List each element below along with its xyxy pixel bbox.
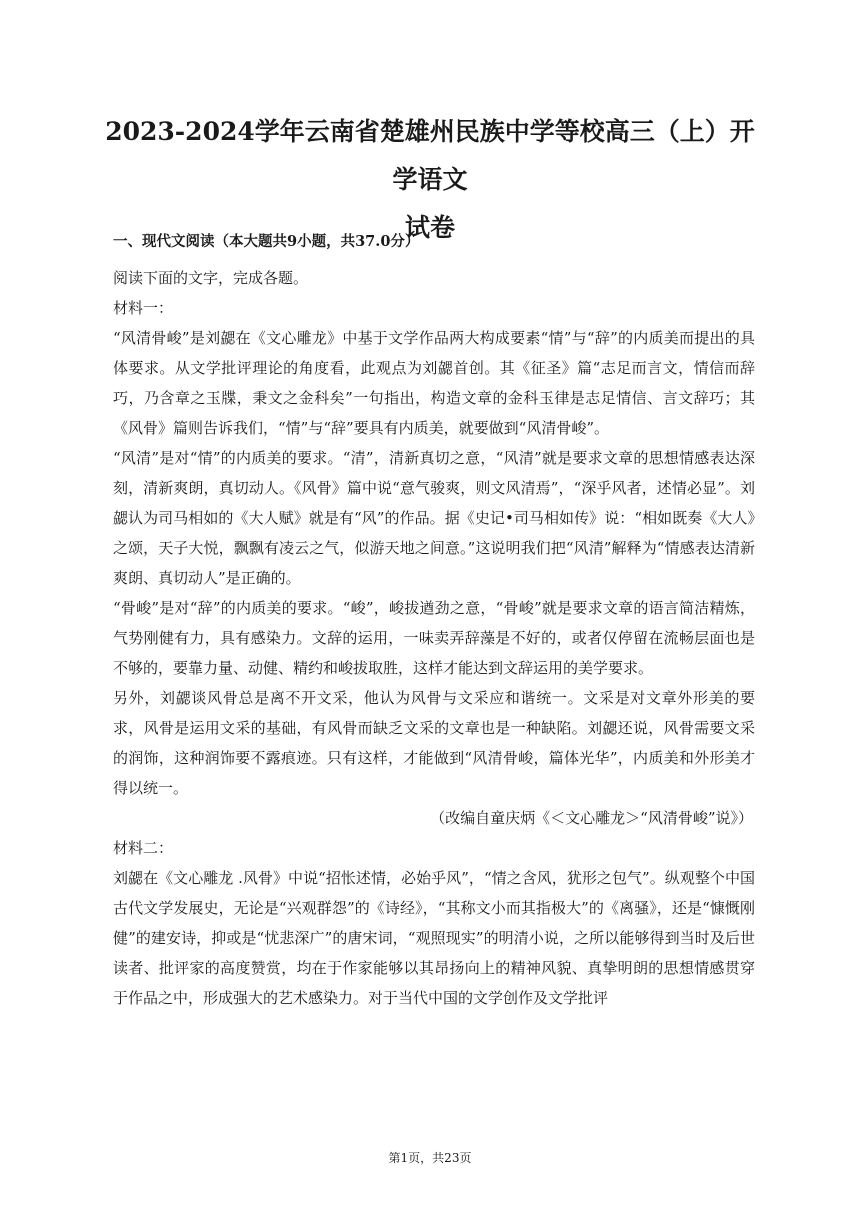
material-1-label: 材料一： [113, 299, 174, 317]
source-citation: （改编自童庆炳《＜文心雕龙＞“风清骨峻”说》） [430, 809, 753, 827]
title-line-2: 试卷 [404, 213, 455, 242]
document-title [100, 108, 760, 252]
document-body [113, 263, 755, 1013]
page-footer: 第1页，共23页 [388, 1151, 472, 1165]
body-paragraph: “风清骨峻”是刘勰在《文心雕龙》中基于文学作品两大构成要素“情”与“辞”的内质美而提出的具体要求。从文学批评理论的角度看，此观点为刘勰首创。其《征圣》篇“志足而言文，情信而辞巧，乃含章之玉牒，秉文之金科矣”一句指出，构造文章的金科玉律是志足情信、言文辞巧；其《风骨》篇则告诉我们，“情”与“辞”要具有内质美，就要做到“风清骨峻”。 [113, 329, 755, 437]
instruction-paragraph: 阅读下面的文字，完成各题。 [113, 269, 309, 287]
body-paragraph: “风清”是对“情”的内质美的要求。“清”，清新真切之意，“风清”就是要求文章的思想情感表达深刻，清新爽朗，真切动人。《风骨》篇中说“意气骏爽，则文风清焉”，“深乎风者，述情必显”。刘勰认为司马相如的《大人赋》就是有“风”的作品。据《史记•司马相如传》说：“相如既奏《大人》之颂，天子大悦，飘飘有凌云之气，似游天地之间意。”这说明我们把“风清”解释为“情感表达清新爽朗、真切动人”是正确的。 [113, 449, 755, 587]
material-2-label: 材料二： [113, 839, 174, 857]
body-paragraph: 刘勰在《文心雕龙 .风骨》中说“招怅述情，必始乎风”，“情之含风，犹形之包气”。纵观整个中国古代文学发展史，无论是“兴观群怨”的《诗经》，“其称文小而其指极大”的《离骚》，还是“慷慨刚健”的建安诗，抑或是“忧悲深广”的唐宋词，“观照现实”的明清小说，之所以能够得到当时及后世读者、批评家的高度赞赏，均在于作家能够以其昂扬向上的精神风貌、真挚明朗的思想情感贯穿于作品之中，形成强大的艺术感染力。对于当代中国的文学创作及文学批评 [113, 869, 755, 1007]
body-paragraph: 另外，刘勰谈风骨总是离不开文采，他认为风骨与文采应和谐统一。文采是对文章外形美的要求，风骨是运用文采的基础，有风骨而缺乏文采的文章也是一种缺陷。刘勰还说，风骨需要文采的润饰，这种润饰要不露痕迹。只有这样，才能做到“风清骨峻，篇体光华”，内质美和外形美才得以统一。 [113, 689, 755, 797]
title-line-1: 2023-2024学年云南省楚雄州民族中学等校高三（上）开学语文 [105, 117, 755, 194]
section-heading: 一、现代文阅读（本大题共9小题，共37.0分） [113, 233, 420, 250]
body-paragraph: “骨峻”是对“辞”的内质美的要求。“峻”，峻拔遒劲之意，“骨峻”就是要求文章的语言简洁精炼，气势刚健有力，具有感染力。文辞的运用，一味卖弄辞藻是不好的，或者仅停留在流畅层面也是不够的，要靠力量、动健、精约和峻拔取胜，这样才能达到文辞运用的美学要求。 [113, 599, 755, 677]
